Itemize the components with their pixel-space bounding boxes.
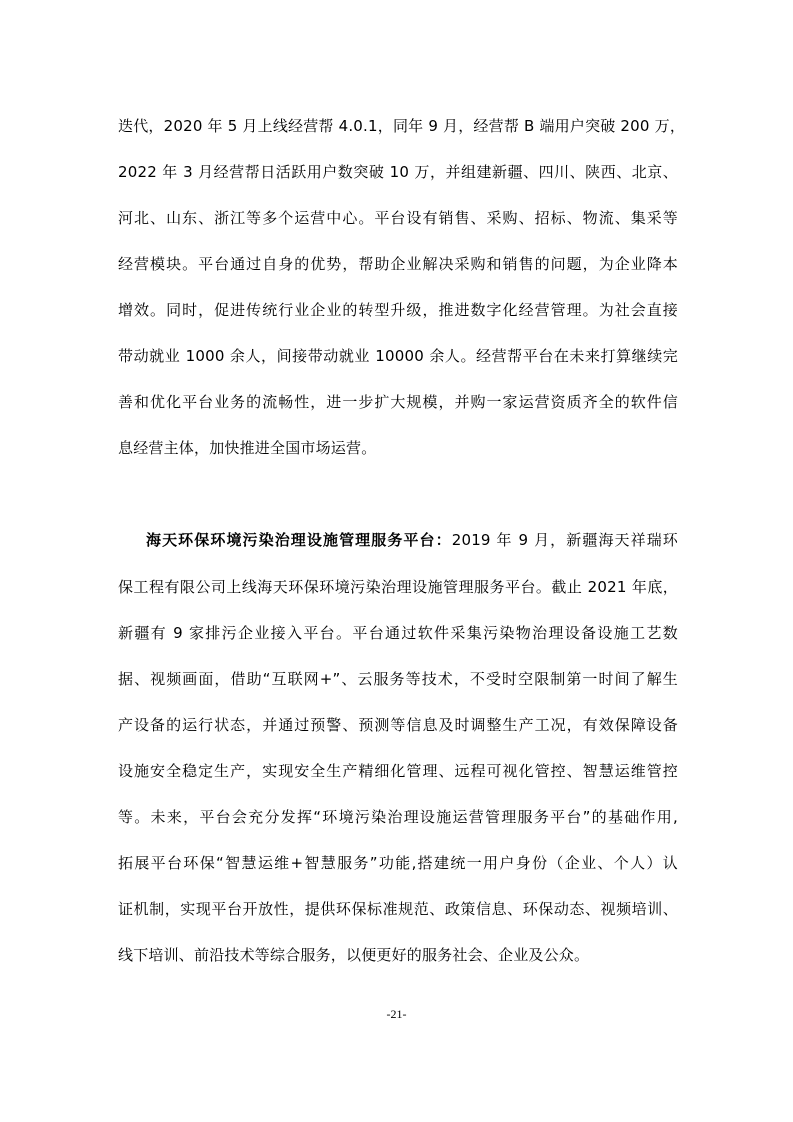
paragraph1-line-3: 河北、山东、浙江等多个运营中心。平台设有销售、采购、招标、物流、集采等: [118, 209, 678, 227]
paragraph2-line-3: 新疆有 9 家排污企业接入平台。平台通过软件采集污染物治理设备设施工艺数: [118, 624, 678, 642]
paragraph2-line-8: 拓展平台环保“智慧运维+智慧服务”功能,搭建统一用户身份（企业、个人）认: [118, 854, 678, 872]
paragraph1-line-6: 带动就业 1000 余人，间接带动就业 10000 余人。经营帮平台在未来打算继续完: [118, 347, 678, 365]
paragraph1-line-2: 2022 年 3 月经营帮日活跃用户数突破 10 万，并组建新疆、四川、陕西、北京、: [118, 163, 678, 181]
paragraph2-line-2: 保工程有限公司上线海天环保环境污染治理设施管理服务平台。截止 2021 年底，: [118, 578, 678, 596]
paragraph2-line-1: [146, 528, 678, 552]
paragraph1-line-7: 善和优化平台业务的流畅性，进一步扩大规模，并购一家运营资质齐全的软件信: [118, 393, 678, 411]
paragraph2-line-7: 等。未来，平台会充分发挥“环境污染治理设施运营管理服务平台”的基础作用,: [118, 808, 678, 826]
paragraph2-line-6: 设施安全稳定生产，实现安全生产精细化管理、远程可视化管控、智慧运维管控: [118, 762, 678, 780]
paragraph2-line-10: 线下培训、前沿技术等综合服务，以便更好的服务社会、企业及公众。: [118, 946, 590, 964]
paragraph1-line-8: 息经营主体，加快推进全国市场运营。: [118, 439, 377, 457]
paragraph2-heading: 海天环保环境污染治理设施管理服务平台：: [146, 531, 452, 549]
paragraph1-line-5: 增效。同时，促进传统行业企业的转型升级，推进数字化经营管理。为社会直接: [118, 301, 678, 319]
paragraph2-line-9: 证机制，实现平台开放性，提供环保标准规范、政策信息、环保动态、视频培训、: [118, 900, 678, 918]
paragraph2-line-5: 产设备的运行状态，并通过预警、预测等信息及时调整生产工况，有效保障设备: [118, 716, 678, 734]
paragraph2-first-line-text: 2019 年 9 月，新疆海天祥瑞环: [451, 531, 678, 549]
page-number: -21-: [386, 1007, 407, 1021]
paragraph2-line-4: 据、视频画面，借助“互联网+”、云服务等技术，不受时空限制第一时间了解生: [118, 670, 678, 688]
paragraph1-line-1: 迭代，2020 年 5 月上线经营帮 4.0.1，同年 9 月，经营帮 B 端用户突破 200 万，: [118, 117, 686, 135]
paragraph1-line-4: 经营模块。平台通过自身的优势，帮助企业解决采购和销售的问题，为企业降本: [118, 255, 678, 273]
